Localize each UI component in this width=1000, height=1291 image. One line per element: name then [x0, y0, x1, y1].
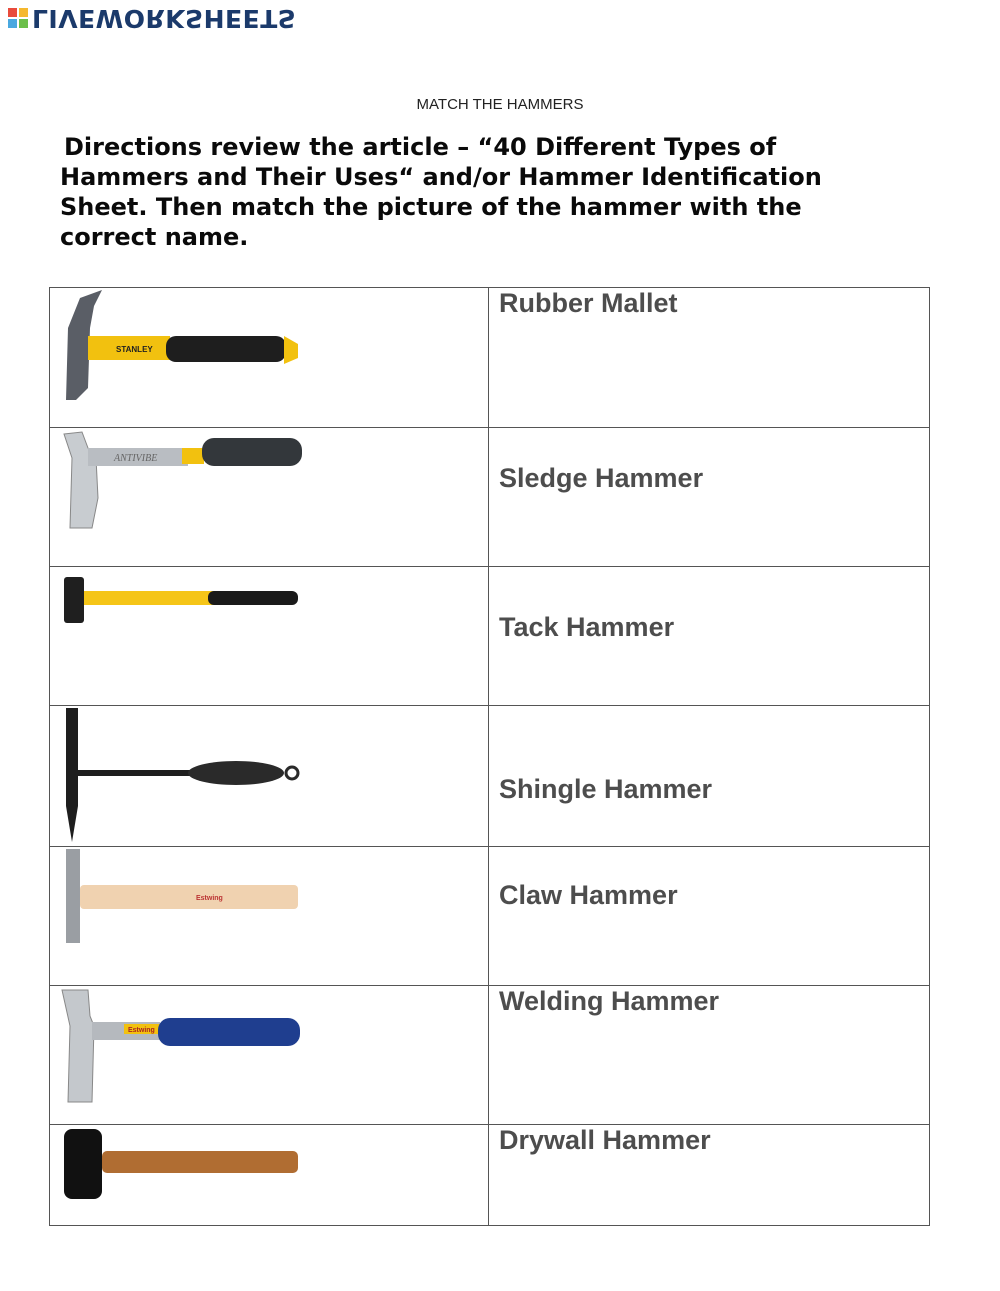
name-cell[interactable]	[489, 1125, 930, 1226]
svg-text:Estwing: Estwing	[128, 1027, 155, 1034]
tack-hammer-icon	[58, 847, 308, 947]
name-cell[interactable]	[489, 847, 930, 986]
table-row	[50, 847, 930, 986]
matching-table	[49, 287, 930, 1226]
worksheet-title: MATCH THE HAMMERS	[416, 96, 584, 113]
picture-cell[interactable]	[50, 567, 489, 706]
name-cell[interactable]	[489, 567, 930, 706]
svg-text:STANLEY: STANLEY	[116, 345, 153, 354]
picture-cell[interactable]	[50, 706, 489, 847]
hammer-name-label: Shingle Hammer	[499, 774, 713, 804]
name-cell[interactable]	[489, 706, 930, 847]
hammer-name-label: Rubber Mallet	[499, 288, 678, 318]
hammer-name-label: Tack Hammer	[499, 612, 675, 642]
picture-cell[interactable]	[50, 1125, 489, 1226]
name-cell[interactable]	[489, 428, 930, 567]
logo-text: LIVEWORKSHEETS	[32, 4, 297, 33]
directions-text: Directions review the article – “40 Different Types of Hammers and Their Uses“ and/or Hammer Identification Sheet. Then match the picture of the hammer with the correct name.	[60, 133, 822, 251]
svg-text:ANTIVIBE: ANTIVIBE	[114, 453, 158, 464]
claw-hammer-stanley-icon	[58, 288, 308, 408]
welding-hammer-icon	[58, 706, 308, 846]
drywall-hammer-icon	[58, 428, 308, 538]
table-row	[50, 986, 930, 1125]
hammer-name-label: Sledge Hammer	[499, 463, 704, 493]
name-cell[interactable]	[489, 986, 930, 1125]
logo-squares-icon	[8, 8, 28, 28]
liveworksheets-logo	[8, 5, 296, 31]
rubber-mallet-icon	[58, 1125, 308, 1205]
shingle-hammer-icon	[58, 986, 308, 1111]
picture-cell[interactable]	[50, 986, 489, 1125]
picture-cell[interactable]	[50, 288, 489, 428]
table-row	[50, 706, 930, 847]
hammer-name-label: Welding Hammer	[499, 986, 720, 1016]
svg-text:Estwing: Estwing	[196, 895, 223, 902]
table-row	[50, 567, 930, 706]
table-row	[50, 428, 930, 567]
picture-cell[interactable]	[50, 428, 489, 567]
table-row	[50, 1125, 930, 1226]
sledge-hammer-icon	[58, 567, 308, 637]
hammer-name-label: Claw Hammer	[499, 880, 678, 910]
hammer-name-label: Drywall Hammer	[499, 1125, 711, 1155]
name-cell[interactable]	[489, 288, 930, 428]
table-row	[50, 288, 930, 428]
picture-cell[interactable]	[50, 847, 489, 986]
